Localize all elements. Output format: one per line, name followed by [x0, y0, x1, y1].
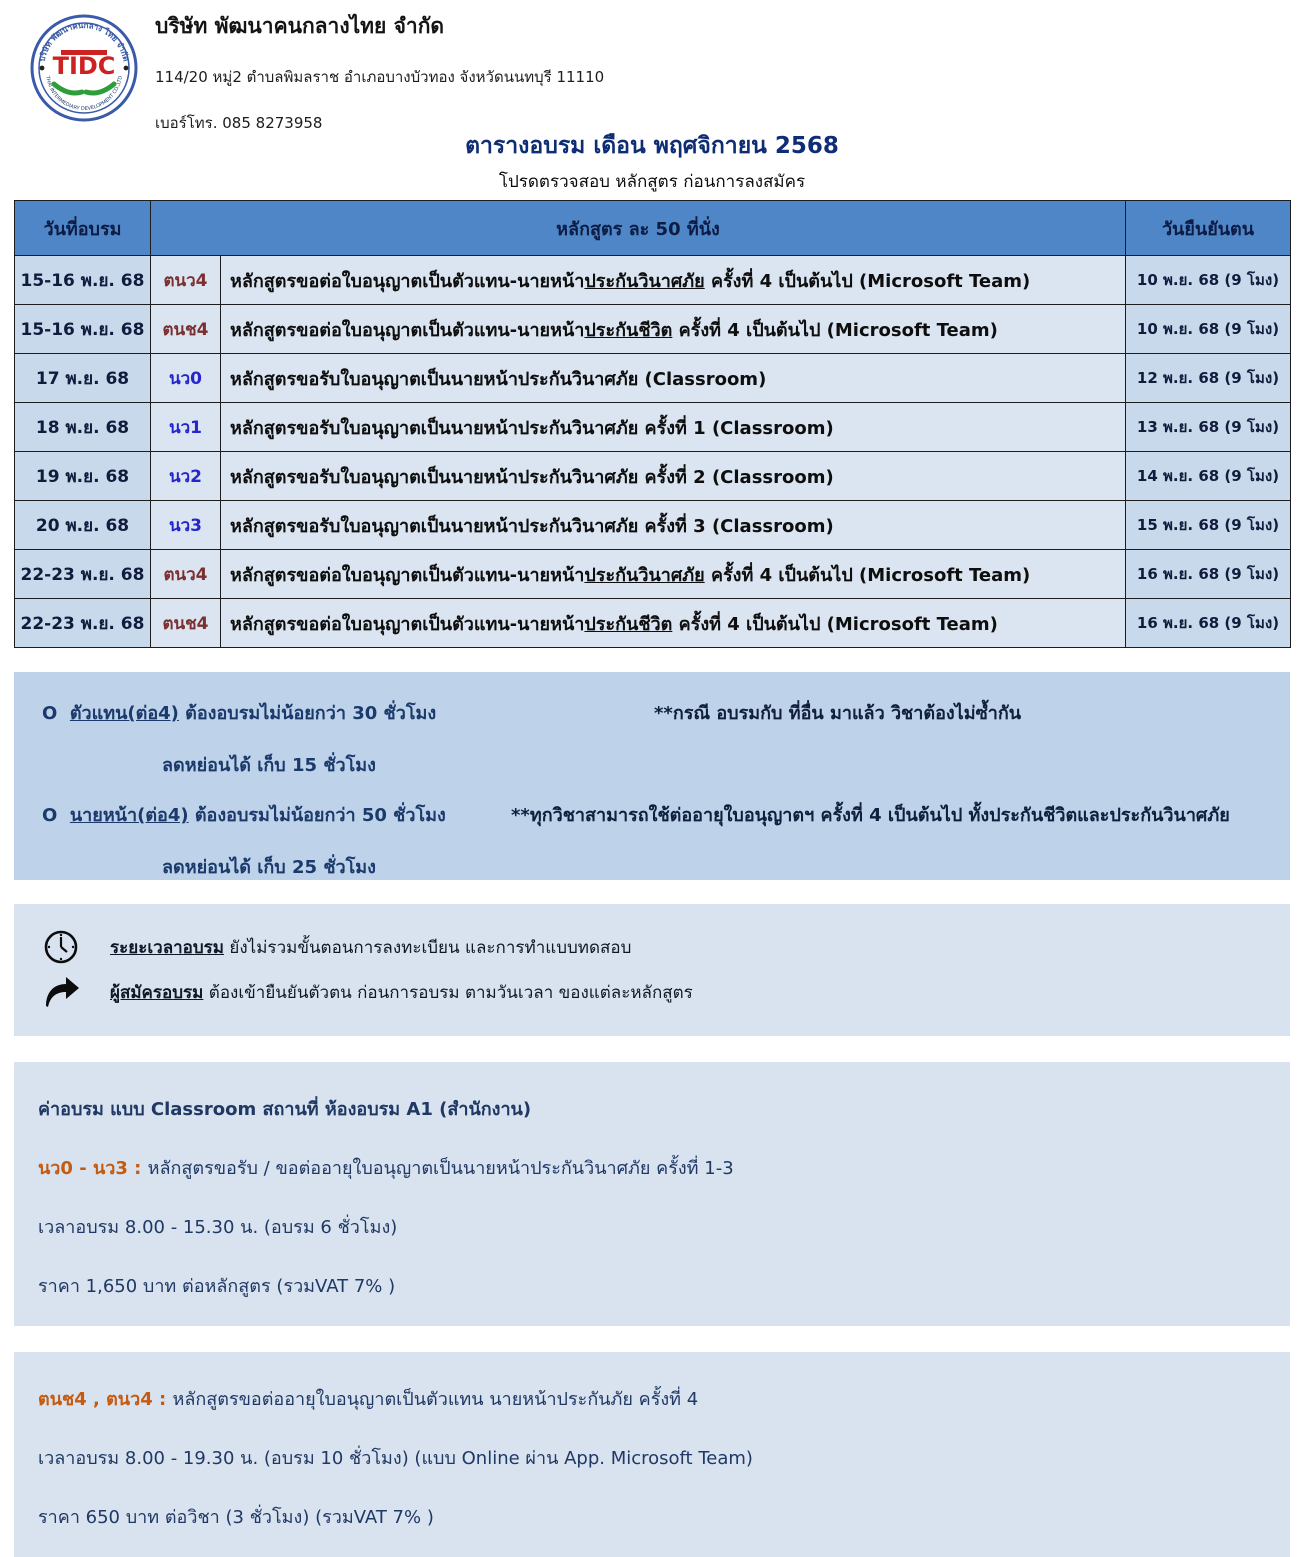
cell-confirm-date: 16 พ.ย. 68 (9 โมง): [1126, 550, 1291, 599]
table-row: [15, 403, 1291, 452]
company-address: 114/20 หมู่2 ตำบลพิมลราช อำเภอบางบัวทอง จังหวัดนนทบุรี 11110: [155, 68, 605, 86]
online-course-codes: ตนช4 , ตนว4 :: [38, 1389, 173, 1410]
cell-confirm-date: 16 พ.ย. 68 (9 โมง): [1126, 599, 1291, 648]
cell-course-name: หลักสูตรขอรับใบอนุญาตเป็นนายหน้าประกันวินาศภัย (Classroom): [221, 354, 1126, 403]
cell-course-code: ตนช4: [151, 305, 221, 354]
duration-text: ยังไม่รวมขั้นตอนการลงทะเบียน และการทำแบบทดสอบ: [224, 937, 632, 958]
cell-date: 15-16 พ.ย. 68: [15, 256, 151, 305]
company-logo: [28, 12, 140, 124]
duration-label: ระยะเวลาอบรม: [110, 937, 225, 958]
table-row: [15, 452, 1291, 501]
cell-course-code: นว1: [151, 403, 221, 452]
applicant-text: ต้องเข้ายืนยันตัวตน ก่อนการอบรม ตามวันเวลา ของแต่ละหลักสูตร: [203, 982, 693, 1003]
table-row: [15, 305, 1291, 354]
svg-text:THAI INTERMEDIARY DEVELOPMENT: THAI INTERMEDIARY DEVELOPMENT CO.,LTD: [44, 75, 124, 113]
cell-course-code: ตนว4: [151, 256, 221, 305]
identity-info-line: [42, 974, 1290, 1010]
table-row: [15, 354, 1291, 403]
tidc-logo-icon: [28, 12, 140, 124]
company-name: บริษัท พัฒนาคนกลางไทย จำกัด: [155, 14, 445, 38]
cell-course-name: หลักสูตรขอต่อใบอนุญาตเป็นตัวแทน-นายหน้าประกันวินาศภัย ครั้งที่ 4 เป็นต้นไป (Microsoft Team): [221, 550, 1126, 599]
classroom-time-line: เวลาอบรม 8.00 - 15.30 น. (อบรม 6 ชั่วโมง): [38, 1217, 398, 1238]
cell-confirm-date: 12 พ.ย. 68 (9 โมง): [1126, 354, 1291, 403]
svg-text:TIDC: TIDC: [52, 52, 116, 80]
cell-course-code: ตนช4: [151, 599, 221, 648]
cell-date: 15-16 พ.ย. 68: [15, 305, 151, 354]
classroom-course-codes: นว0 - นว3 :: [38, 1158, 148, 1179]
column-header-date: วันที่อบรม: [15, 201, 151, 256]
cell-course-name: หลักสูตรขอรับใบอนุญาตเป็นนายหน้าประกันวินาศภัย ครั้งที่ 1 (Classroom): [221, 403, 1126, 452]
no-repeat-subject-note: **กรณี อบรมกับ ที่อื่น มาแล้ว วิชาต้องไม่ซ้ำกัน: [654, 703, 1022, 724]
cell-date: 20 พ.ย. 68: [15, 501, 151, 550]
agent-credit-note: ลดหย่อนได้ เก็บ 15 ชั่วโมง: [162, 755, 376, 776]
cell-date: 18 พ.ย. 68: [15, 403, 151, 452]
online-course-line: ตนช4 , ตนว4 : หลักสูตรขอต่ออายุใบอนุญาตเป็นตัวแทน นายหน้าประกันภัย ครั้งที่ 4: [38, 1389, 699, 1410]
table-row: [15, 501, 1291, 550]
online-fee-box: [14, 1352, 1290, 1557]
hours-requirement-notes: [14, 672, 1290, 880]
training-schedule-table: [14, 200, 1291, 648]
cell-course-code: ตนว4: [151, 550, 221, 599]
cell-confirm-date: 14 พ.ย. 68 (9 โมง): [1126, 452, 1291, 501]
table-row: [15, 550, 1291, 599]
arrow-icon: [42, 974, 86, 1010]
cell-date: 22-23 พ.ย. 68: [15, 550, 151, 599]
training-info-box: [14, 904, 1290, 1036]
column-header-course: หลักสูตร ละ 50 ที่นั่ง: [151, 201, 1126, 256]
svg-text:บริษัท พัฒนาคนกลาง ไทย จำกัด: บริษัท พัฒนาคนกลาง ไทย จำกัด: [37, 20, 131, 63]
cell-date: 17 พ.ย. 68: [15, 354, 151, 403]
clock-icon: [42, 928, 86, 966]
document-header: [0, 0, 1304, 200]
classroom-course-line: นว0 - นว3 : หลักสูตรขอรับ / ขอต่ออายุใบอนุญาตเป็นนายหน้าประกันวินาศภัย ครั้งที่ 1-3: [38, 1158, 734, 1179]
table-header-row: [15, 201, 1291, 256]
online-price-line: ราคา 650 บาท ต่อวิชา (3 ชั่วโมง) (รวมVAT 7% ): [38, 1507, 434, 1528]
cell-confirm-date: 13 พ.ย. 68 (9 โมง): [1126, 403, 1291, 452]
agent-hours-note: O ตัวแทน(ต่อ4) ต้องอบรมไม่น้อยกว่า 30 ชั่วโมง: [42, 703, 437, 724]
cell-confirm-date: 10 พ.ย. 68 (9 โมง): [1126, 305, 1291, 354]
broker-hours-note: O นายหน้า(ต่อ4) ต้องอบรมไม่น้อยกว่า 50 ชั่วโมง: [42, 805, 446, 826]
cell-confirm-date: 10 พ.ย. 68 (9 โมง): [1126, 256, 1291, 305]
table-row: [15, 256, 1291, 305]
cell-date: 22-23 พ.ย. 68: [15, 599, 151, 648]
broker-credit-note: ลดหย่อนได้ เก็บ 25 ชั่วโมง: [162, 857, 376, 878]
cell-course-code: นว0: [151, 354, 221, 403]
cell-course-code: นว2: [151, 452, 221, 501]
table-row: [15, 599, 1291, 648]
cell-course-code: นว3: [151, 501, 221, 550]
renewal-usage-note: **ทุกวิชาสามารถใช้ต่ออายุใบอนุญาตฯ ครั้งที่ 4 เป็นต้นไป ทั้งประกันชีวิตและประกันวินาศภัย: [511, 805, 1230, 826]
online-time-line: เวลาอบรม 8.00 - 19.30 น. (อบรม 10 ชั่วโมง) (แบบ Online ผ่าน App. Microsoft Team): [38, 1448, 753, 1469]
classroom-fee-box: [14, 1062, 1290, 1326]
company-phone: เบอร์โทร. 085 8273958: [155, 114, 323, 132]
duration-info-line: [42, 928, 1290, 966]
applicant-label: ผู้สมัครอบรม: [110, 982, 204, 1003]
page-subtitle: โปรดตรวจสอบ หลักสูตร ก่อนการลงสมัคร: [498, 172, 806, 192]
cell-confirm-date: 15 พ.ย. 68 (9 โมง): [1126, 501, 1291, 550]
classroom-fee-title: ค่าอบรม แบบ Classroom สถานที่ ห้องอบรม A1 (สำนักงาน): [38, 1099, 532, 1120]
column-header-confirm: วันยืนยันตน: [1126, 201, 1291, 256]
cell-course-name: หลักสูตรขอต่อใบอนุญาตเป็นตัวแทน-นายหน้าประกันชีวิต ครั้งที่ 4 เป็นต้นไป (Microsoft Team): [221, 305, 1126, 354]
cell-date: 19 พ.ย. 68: [15, 452, 151, 501]
cell-course-name: หลักสูตรขอต่อใบอนุญาตเป็นตัวแทน-นายหน้าประกันชีวิต ครั้งที่ 4 เป็นต้นไป (Microsoft Team): [221, 599, 1126, 648]
cell-course-name: หลักสูตรขอรับใบอนุญาตเป็นนายหน้าประกันวินาศภัย ครั้งที่ 2 (Classroom): [221, 452, 1126, 501]
cell-course-name: หลักสูตรขอรับใบอนุญาตเป็นนายหน้าประกันวินาศภัย ครั้งที่ 3 (Classroom): [221, 501, 1126, 550]
classroom-price-line: ราคา 1,650 บาท ต่อหลักสูตร (รวมVAT 7% ): [38, 1276, 396, 1297]
cell-course-name: หลักสูตรขอต่อใบอนุญาตเป็นตัวแทน-นายหน้าประกันวินาศภัย ครั้งที่ 4 เป็นต้นไป (Microsoft Team): [221, 256, 1126, 305]
page-title: ตารางอบรม เดือน พฤศจิกายน 2568: [465, 133, 839, 159]
